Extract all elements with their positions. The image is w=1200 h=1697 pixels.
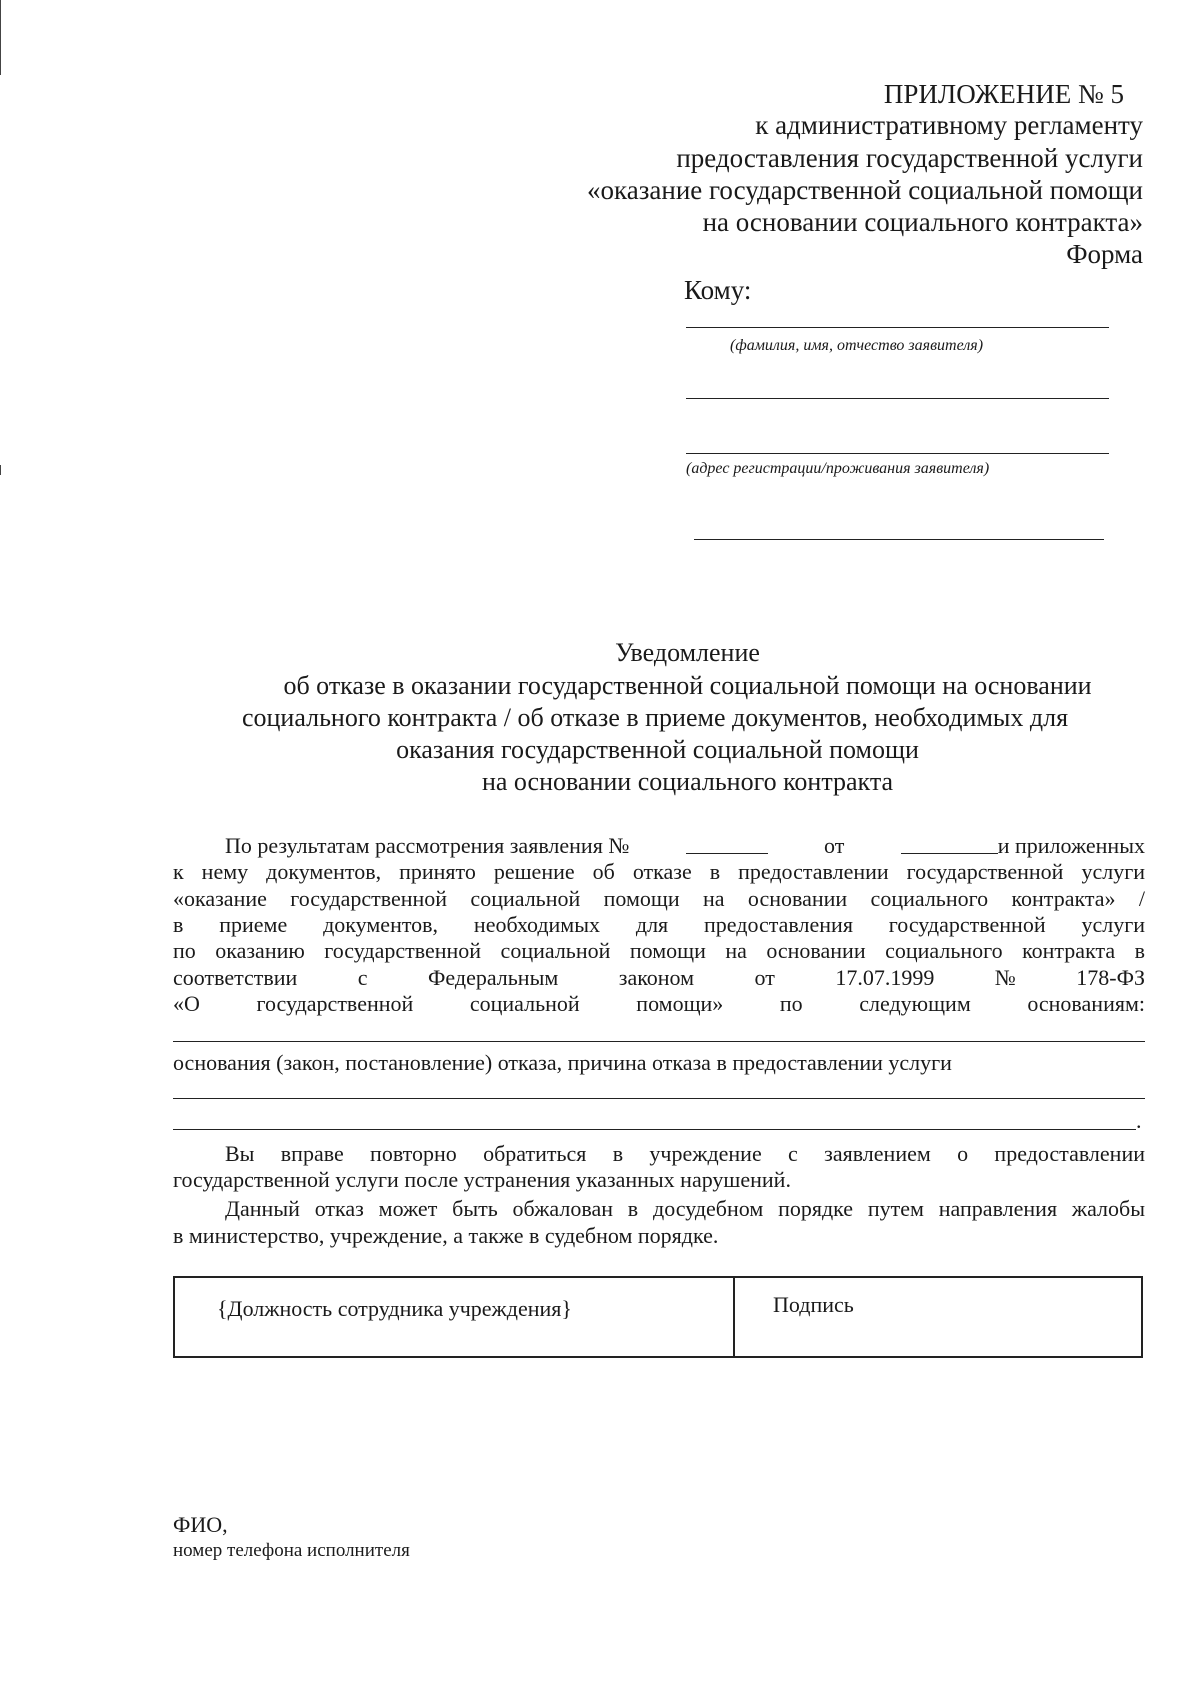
header-line: предоставления государственной услуги: [676, 143, 1143, 173]
header-line: к административному регламенту: [755, 110, 1143, 140]
application-text: По результатам рассмотрения заявления №: [225, 833, 630, 858]
recipient-extra-line[interactable]: [686, 398, 1109, 399]
signature-table: [173, 1276, 1143, 1358]
footer-fio: ФИО,: [173, 1512, 228, 1537]
notice-title-line: на основании социального контракта: [481, 767, 894, 796]
application-line: [225, 833, 1145, 859]
law-word: основаниям:: [1027, 991, 1145, 1016]
header-line: «оказание государственной социальной помощи: [587, 175, 1143, 205]
recipient-address-hint: (адрес регистрации/проживания заявителя): [686, 460, 990, 477]
reasons-line-3[interactable]: [173, 1129, 1136, 1130]
body-line: Вы вправе повторно обратиться в учреждение с заявлением о предоставлении: [225, 1141, 1145, 1166]
scan-edge-mark: [0, 465, 1, 475]
law-line: [173, 965, 1145, 991]
header-line: на основании социального контракта»: [702, 207, 1143, 237]
appendix-title: ПРИЛОЖЕНИЕ № 5: [883, 79, 1124, 109]
recipient-name-hint: (фамилия, имя, отчество заявителя): [730, 337, 984, 354]
signature-cell[interactable]: [734, 1277, 1142, 1357]
recipient-name-line[interactable]: [686, 327, 1109, 328]
body-line: «оказание государственной социальной помощи на основании социального контракта» /: [173, 886, 1145, 911]
law-word: законом: [618, 965, 695, 990]
reasons-line-2[interactable]: [173, 1098, 1145, 1099]
body-line: к нему документов, принято решение об отказе в предоставлении государственной услуги: [173, 859, 1145, 884]
notice-title-line: оказания государственной социальной помощи: [396, 735, 919, 764]
body-line: в приеме документов, необходимых для предоставления государственной услуги: [173, 912, 1145, 937]
law-word: государственной: [256, 991, 414, 1016]
reasons-end-dot: .: [1136, 1108, 1142, 1133]
law-word: соответствии: [173, 965, 298, 990]
reasons-line-1[interactable]: [173, 1041, 1145, 1042]
law-line-2: [173, 991, 1145, 1017]
scan-edge-mark: [0, 0, 1, 75]
position-cell[interactable]: [174, 1277, 734, 1357]
notice-title-line: социального контракта / об отказе в приеме документов, необходимых для: [241, 703, 1069, 732]
signature-label: Подпись: [773, 1292, 854, 1317]
recipient-address-line[interactable]: [686, 453, 1109, 454]
application-date-field[interactable]: [901, 833, 998, 854]
law-date: 17.07.1999: [835, 965, 935, 990]
recipient-label: Кому:: [684, 275, 752, 305]
form-label: Форма: [1066, 239, 1143, 269]
body-line: по оказанию государственной социальной помощи на основании социального контракта в: [173, 938, 1145, 963]
application-number-field[interactable]: [686, 833, 768, 854]
application-from: от: [824, 833, 845, 858]
law-word: с: [357, 965, 368, 990]
body-line: государственной услуги после устранения указанных нарушений.: [173, 1167, 791, 1192]
law-word: помощи»: [636, 991, 724, 1016]
notice-title-line: об отказе в оказании государственной социальной помощи на основании: [283, 671, 1092, 700]
reasons-hint: основания (закон, постановление) отказа, причина отказа в предоставлении услуги: [173, 1050, 952, 1075]
recipient-address-line-2[interactable]: [694, 539, 1104, 540]
law-word: следующим: [859, 991, 971, 1016]
application-attached: и приложенных: [997, 833, 1145, 858]
law-word: Федеральным: [428, 965, 559, 990]
law-word: социальной: [469, 991, 580, 1016]
law-word: «О: [173, 991, 200, 1016]
position-placeholder: {Должность сотрудника учреждения}: [217, 1296, 572, 1321]
law-word: №: [994, 965, 1016, 990]
footer-phone: номер телефона исполнителя: [173, 1540, 410, 1561]
law-word: от: [754, 965, 775, 990]
law-word: по: [779, 991, 803, 1016]
notice-heading: Уведомление: [615, 638, 760, 667]
body-line: в министерство, учреждение, а также в судебном порядке.: [173, 1223, 719, 1248]
body-line: Данный отказ может быть обжалован в досудебном порядке путем направления жалобы: [225, 1196, 1145, 1221]
law-number: 178-ФЗ: [1076, 965, 1145, 990]
